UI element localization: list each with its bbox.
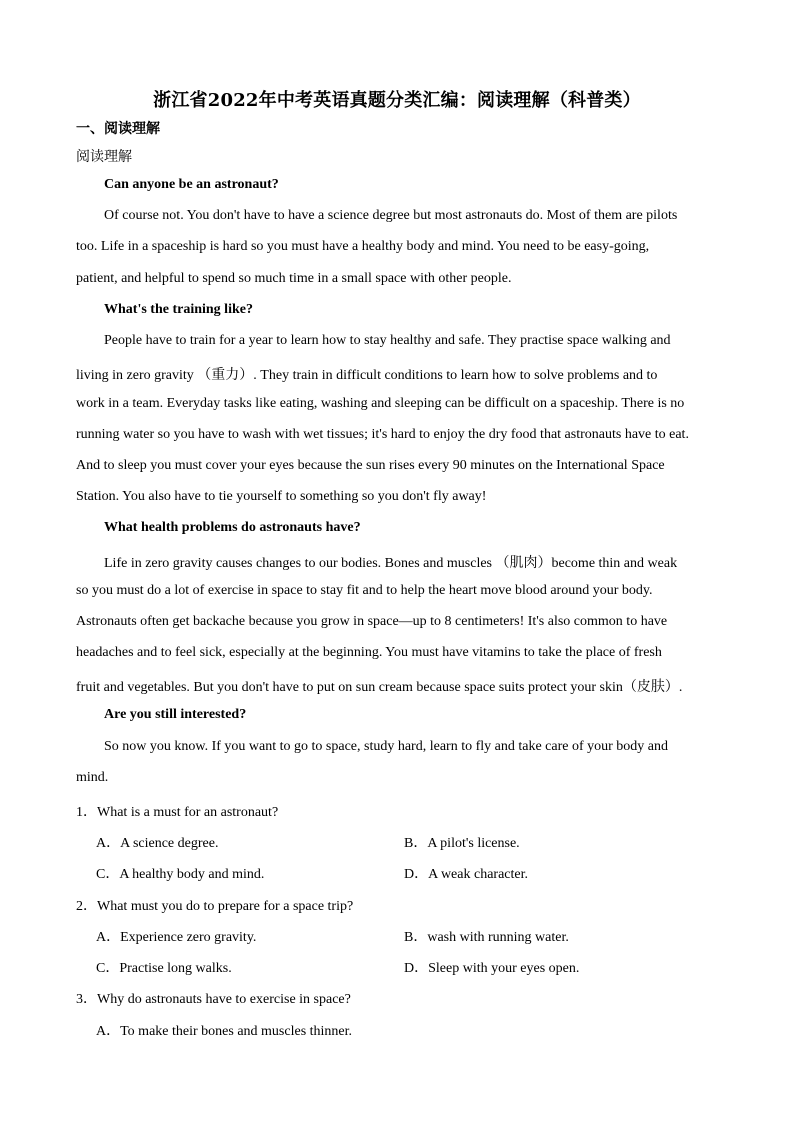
passage-heading-3: What health problems do astronauts have?: [104, 520, 361, 535]
question-3: 3．Why do astronauts have to exercise in space?: [76, 992, 351, 1007]
passage-line: so you must do a lot of exercise in space to stay fit and to help the heart move blood around your body.: [76, 583, 653, 598]
section-heading: 一、阅读理解: [76, 121, 160, 137]
passage-heading-2: What's the training like?: [104, 302, 253, 317]
option-2d: D．Sleep with your eyes open.: [404, 961, 580, 976]
passage-line: Of course not. You don't have to have a science degree but most astronauts do. Most of them are pilots: [104, 208, 678, 223]
passage-line: headaches and to feel sick, especially at the beginning. You must have vitamins to take the place of fresh: [76, 645, 662, 660]
option-3a: A．To make their bones and muscles thinner.: [96, 1024, 353, 1039]
passage-line: And to sleep you must cover your eyes because the sun rises every 90 minutes on the International Space: [76, 458, 665, 473]
subsection-heading: 阅读理解: [76, 149, 132, 165]
option-1c: C．A healthy body and mind.: [96, 867, 265, 882]
passage-line: patient, and helpful to spend so much time in a small space with other people.: [76, 271, 512, 286]
passage-line: Astronauts often get backache because you grow in space—up to 8 centimeters! It's also common to have: [76, 614, 668, 629]
passage-line: Life in zero gravity causes changes to our bodies. Bones and muscles （肌肉）become thin and weak: [104, 556, 678, 571]
passage-heading-1: Can anyone be an astronaut?: [104, 177, 279, 192]
passage-line: running water so you have to wash with wet tissues; it's hard to enjoy the dry food that astronauts have to eat.: [76, 427, 689, 442]
passage-line: So now you know. If you want to go to space, study hard, learn to fly and take care of your body and: [104, 739, 669, 754]
option-1b: B．A pilot's license.: [404, 836, 520, 851]
passage-line: too. Life in a spaceship is hard so you must have a healthy body and mind. You need to be easy-going,: [76, 239, 650, 254]
option-2a: A．Experience zero gravity.: [96, 930, 257, 945]
passage-line: mind.: [76, 770, 109, 785]
option-1d: D．A weak character.: [404, 867, 528, 882]
option-2c: C．Practise long walks.: [96, 961, 232, 976]
page-title: 浙江省2022年中考英语真题分类汇编：阅读理解（科普类）: [153, 90, 641, 111]
option-2b: B．wash with running water.: [404, 930, 569, 945]
passage-line: work in a team. Everyday tasks like eating, washing and sleeping can be difficult on a spaceship. There is no: [76, 396, 685, 411]
question-2: 2．What must you do to prepare for a space trip?: [76, 899, 354, 914]
passage-line: fruit and vegetables. But you don't have to put on sun cream because space suits protect your skin（皮肤）.: [76, 680, 683, 695]
passage-line: living in zero gravity （重力）. They train in difficult conditions to learn how to solve problems and to: [76, 368, 658, 383]
passage-heading-4: Are you still interested?: [104, 707, 247, 722]
question-1: 1．What is a must for an astronaut?: [76, 805, 279, 820]
passage-line: Station. You also have to tie yourself to something so you don't fly away!: [76, 489, 487, 504]
passage-line: People have to train for a year to learn how to stay healthy and safe. They practise space walking and: [104, 333, 671, 348]
option-1a: A．A science degree.: [96, 836, 219, 851]
